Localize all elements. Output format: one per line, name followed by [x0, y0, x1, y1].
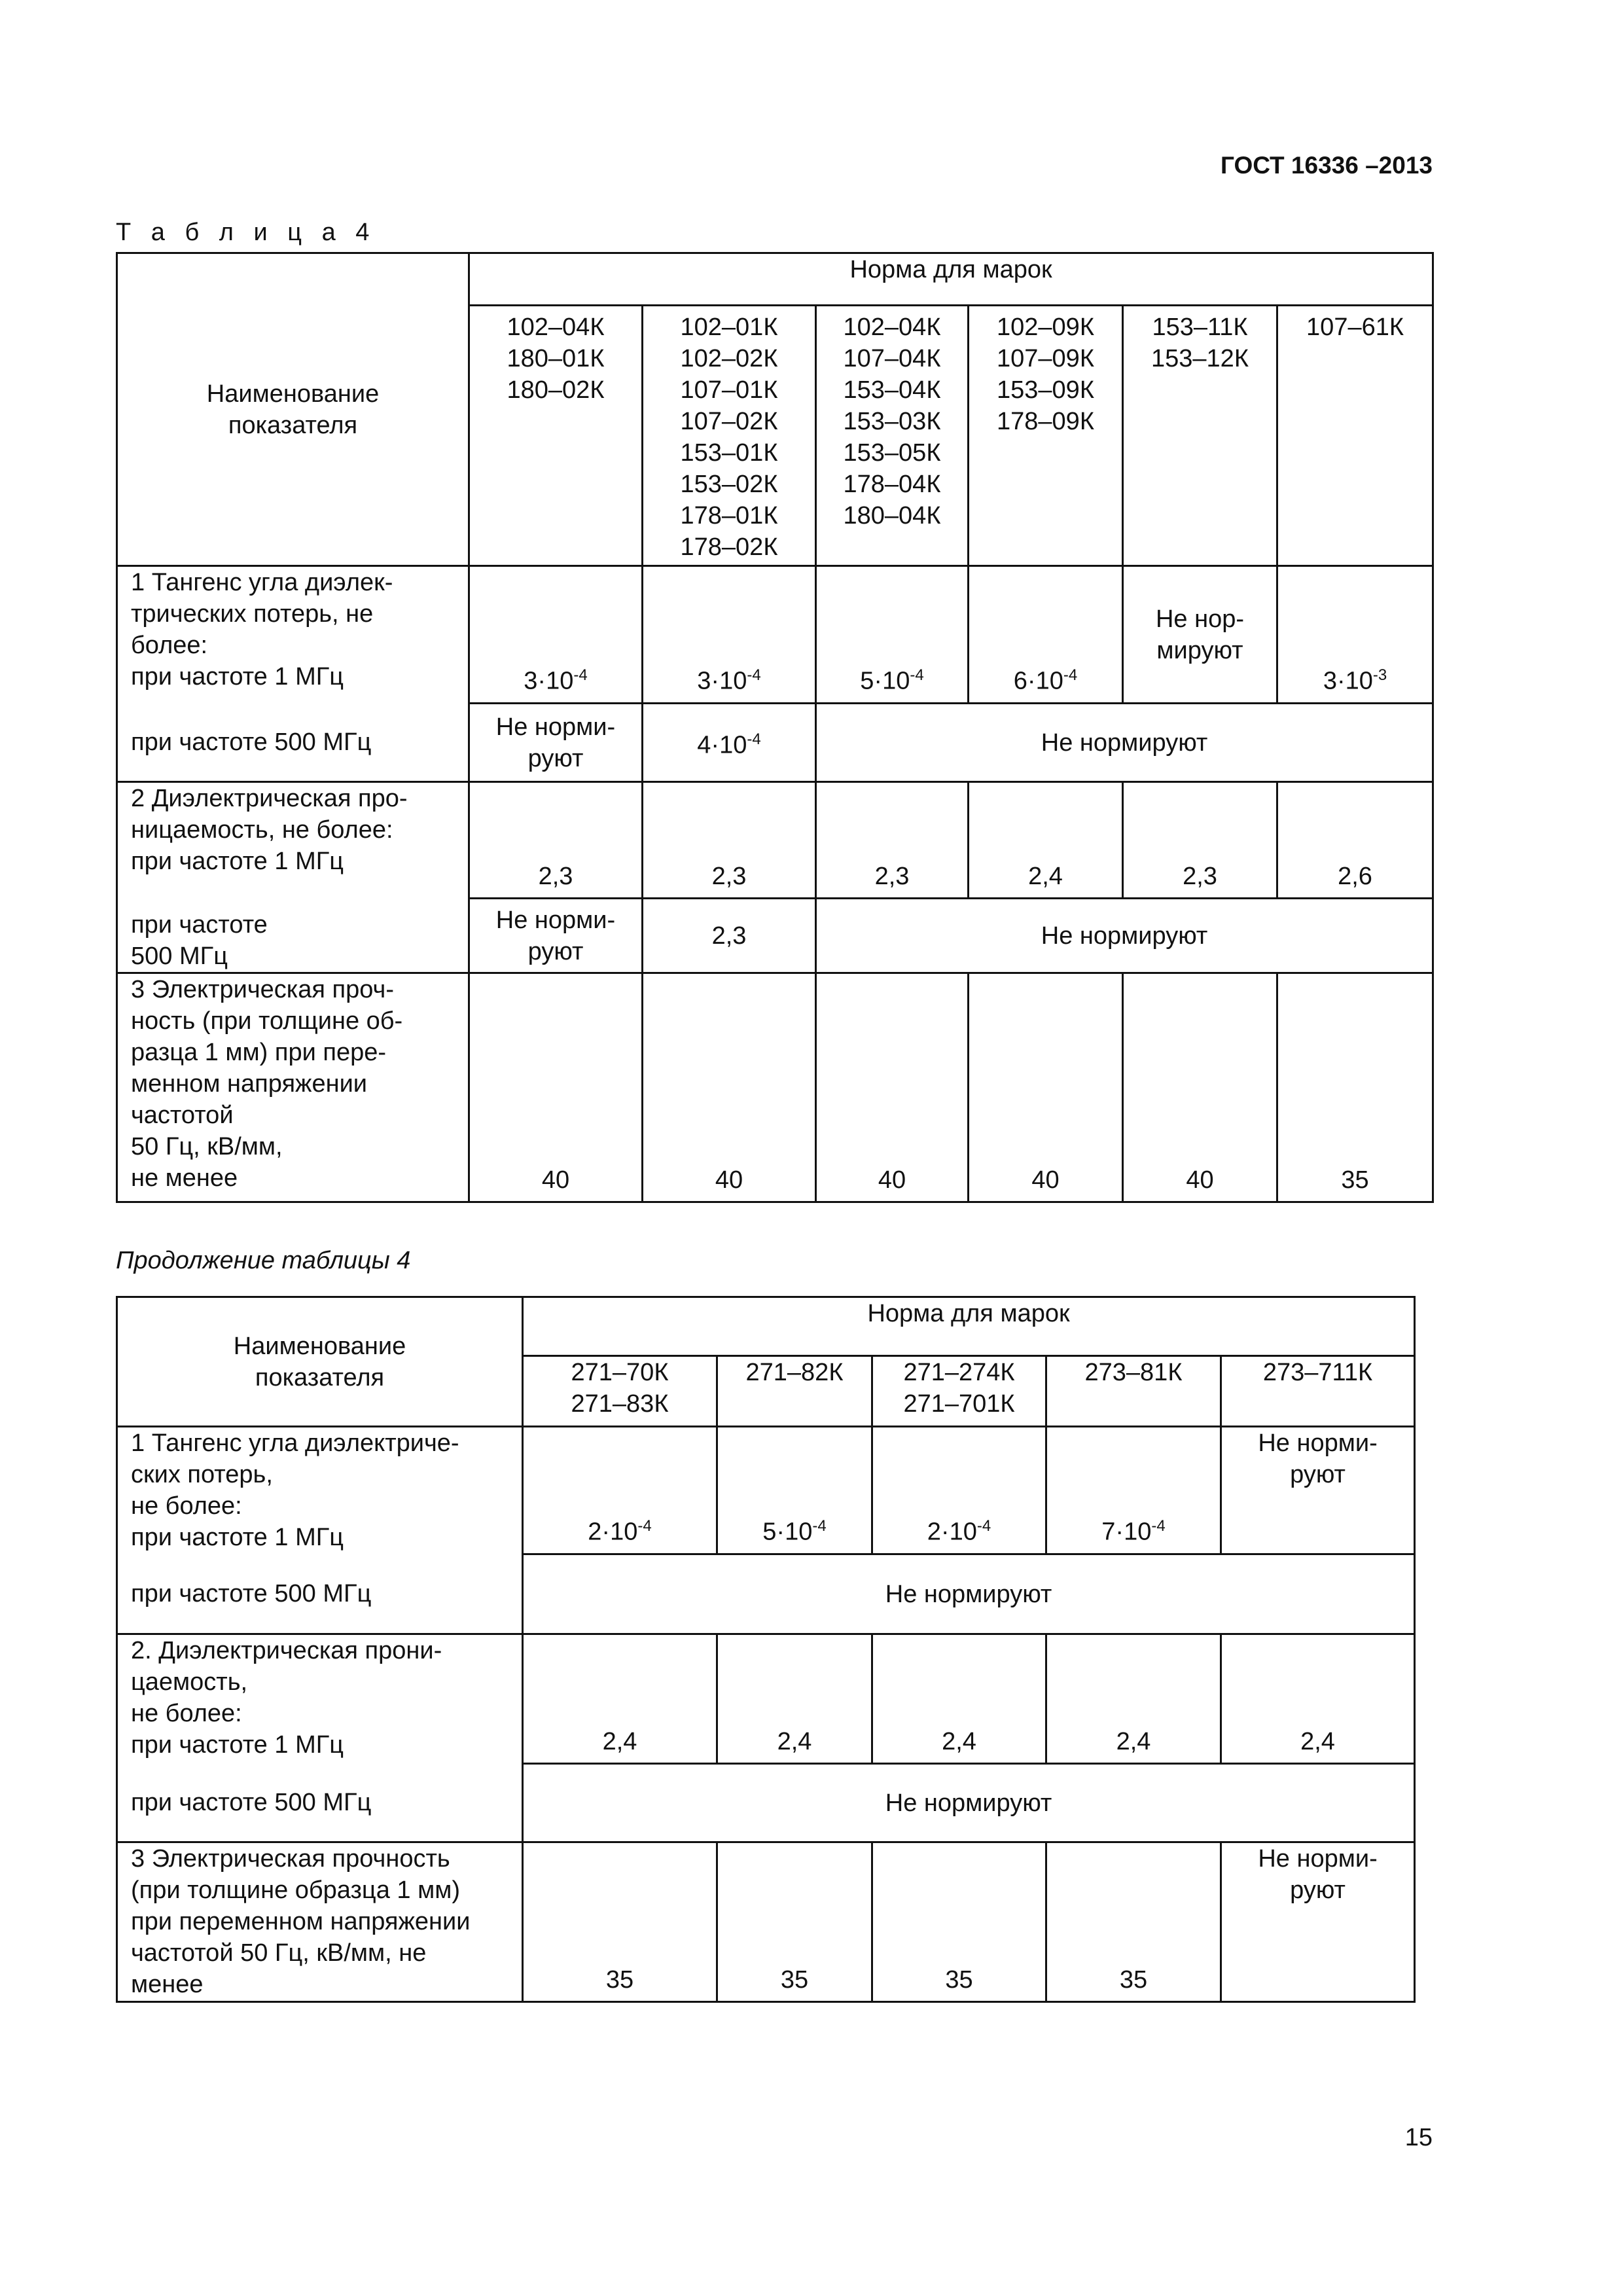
value-cell: 2,4	[717, 1634, 872, 1764]
value-cell: Не нормируют	[523, 1764, 1415, 1842]
norm-header: Норма для марок	[523, 1297, 1415, 1356]
row-label: 2. Диэлектрическая прони- цаемость, не более: при частоте 1 МГц	[117, 1634, 523, 1764]
value-cell: Не норми- руют	[469, 899, 643, 973]
grade-header: 102–04К 180–01К 180–02К	[469, 306, 643, 566]
value-cell: 2,6	[1277, 782, 1433, 899]
param-header: Наименование показателя	[117, 253, 469, 566]
value-cell: $2\cdot 10^{-4}$	[523, 1427, 717, 1554]
value-cell: Не норми- руют	[469, 704, 643, 782]
value-cell: 35	[1277, 973, 1433, 1202]
value-cell: $5\cdot 10^{-4}$	[717, 1427, 872, 1554]
properties-table-continued	[116, 1296, 1416, 2003]
value-cell: 2,4	[1221, 1634, 1415, 1764]
value-cell: 2,4	[523, 1634, 717, 1764]
norm-header: Норма для марок	[469, 253, 1433, 306]
value-cell: 35	[1046, 1842, 1221, 2002]
grade-header: 102–01К 102–02К 107–01К 107–02К 153–01К 153–02К 178–01К 178–02К	[643, 306, 816, 566]
value-cell: 2,4	[1046, 1634, 1221, 1764]
grade-header: 102–09К 107–09К 153–09К 178–09К	[969, 306, 1123, 566]
row-label: 3 Электрическая прочность (при толщине образца 1 мм) при переменном напряжении частотой 50 Гц, кВ/мм, не менее	[117, 1842, 523, 2002]
value-cell: 2,3	[469, 782, 643, 899]
row-label: 1 Тангенс угла диэлектриче- ских потерь, не более: при частоте 1 МГц	[117, 1427, 523, 1554]
value-cell: $3\cdot 10^{-4}$	[469, 566, 643, 704]
table-caption: Т а б л и ц а 4	[116, 219, 376, 246]
row-label: 2 Диэлектрическая про- ницаемость, не более: при частоте 1 МГц	[117, 782, 469, 899]
value-cell: 2,4	[969, 782, 1123, 899]
value-cell: 2,3	[816, 782, 969, 899]
value-cell: Не нор- мируют	[1123, 566, 1277, 704]
value-cell: 35	[872, 1842, 1046, 2002]
value-cell: 35	[523, 1842, 717, 2002]
value-cell: 2,3	[1123, 782, 1277, 899]
value-cell: $3\cdot 10^{-4}$	[643, 566, 816, 704]
value-cell: 40	[469, 973, 643, 1202]
grade-header: 271–70К 271–83К	[523, 1356, 717, 1427]
value-cell: 40	[643, 973, 816, 1202]
row-sublabel: при частоте 500 МГц	[117, 1554, 523, 1634]
value-cell: 40	[969, 973, 1123, 1202]
value-cell: 2,3	[643, 782, 816, 899]
properties-table	[116, 252, 1434, 1203]
row-label: 1 Тангенс угла диэлек- трических потерь, не более: при частоте 1 МГц	[117, 566, 469, 704]
value-cell: Не норми- руют	[1221, 1842, 1415, 2002]
value-cell: Не нормируют	[816, 704, 1433, 782]
value-cell: Не норми- руют	[1221, 1427, 1415, 1554]
grade-header: 153–11К 153–12К	[1123, 306, 1277, 566]
table-caption: Продолжение таблицы 4	[116, 1247, 411, 1274]
grade-header: 273–711К	[1221, 1356, 1415, 1427]
grade-header: 271–274К 271–701К	[872, 1356, 1046, 1427]
value-cell: $3\cdot 10^{-3}$	[1277, 566, 1433, 704]
value-cell: $5\cdot 10^{-4}$	[816, 566, 969, 704]
param-header: Наименование показателя	[117, 1297, 523, 1427]
grade-header: 273–81К	[1046, 1356, 1221, 1427]
grade-header: 102–04К 107–04К 153–04К 153–03К 153–05К 178–04К 180–04К	[816, 306, 969, 566]
row-sublabel: при частоте 500 МГц	[117, 1764, 523, 1842]
page-number: 15	[1404, 2124, 1433, 2151]
value-cell: Не нормируют	[523, 1554, 1415, 1634]
value-cell: $6\cdot 10^{-4}$	[969, 566, 1123, 704]
value-cell: 2,3	[643, 899, 816, 973]
row-sublabel: при частоте 500 МГц	[117, 704, 469, 782]
document-code: ГОСТ 16336 –2013	[1220, 152, 1433, 179]
grade-header: 271–82К	[717, 1356, 872, 1427]
row-sublabel: при частоте 500 МГц	[117, 899, 469, 973]
value-cell: 40	[1123, 973, 1277, 1202]
value-cell: Не нормируют	[816, 899, 1433, 973]
value-cell: $2\cdot 10^{-4}$	[872, 1427, 1046, 1554]
value-cell: 35	[717, 1842, 872, 2002]
value-cell: $7\cdot 10^{-4}$	[1046, 1427, 1221, 1554]
value-cell: 40	[816, 973, 969, 1202]
value-cell: $4\cdot 10^{-4}$	[643, 704, 816, 782]
grade-header: 107–61К	[1277, 306, 1433, 566]
row-label: 3 Электрическая проч- ность (при толщине об- разца 1 мм) при пере- менном напряжении частотой 50 Гц, кВ/мм, не менее	[117, 973, 469, 1202]
value-cell: 2,4	[872, 1634, 1046, 1764]
